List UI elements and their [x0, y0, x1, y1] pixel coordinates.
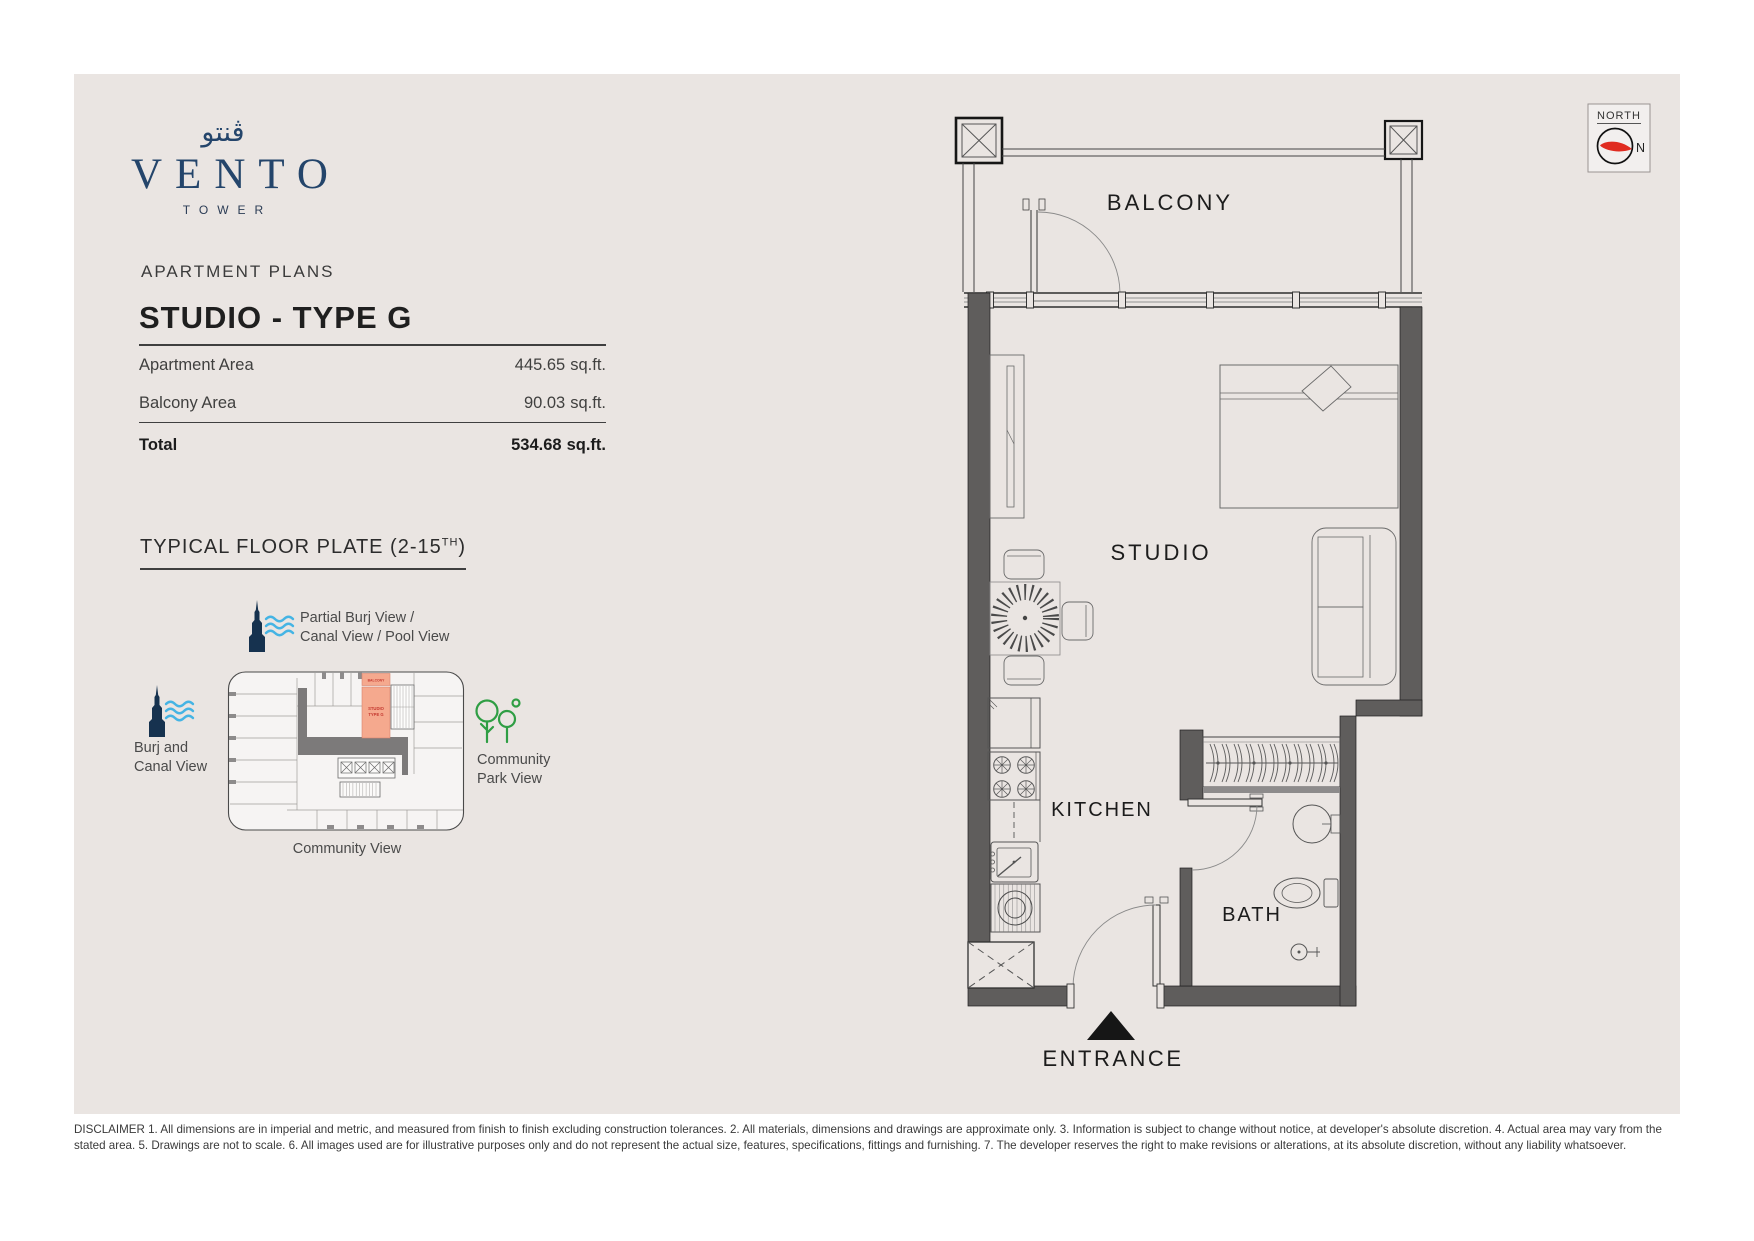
door-swing-arc	[1038, 212, 1120, 293]
entrance-label: ENTRANCE	[1042, 1046, 1184, 1071]
door-swing-arc	[1073, 905, 1156, 988]
legend-line: Canal View	[134, 759, 208, 776]
compass-title: NORTH	[1597, 110, 1641, 122]
walls	[968, 293, 1422, 1006]
total-label: Total	[139, 436, 178, 454]
toilet	[1274, 878, 1338, 908]
studio-label: STUDIO	[1110, 540, 1212, 565]
floor-plate-title-close: )	[458, 536, 467, 558]
studio-furniture	[990, 355, 1398, 685]
entrance-arrow	[1087, 1011, 1135, 1040]
mini-plate-caption: Community View	[292, 841, 402, 857]
legend-line: Community	[477, 752, 551, 768]
mini-balcony-label: BALCONY	[367, 678, 385, 683]
area-unit: sq.ft.	[570, 356, 606, 374]
area-unit: sq.ft.	[566, 436, 606, 454]
kitchen-fixtures	[988, 698, 1153, 932]
floor-plate-title-text: TYPICAL FLOOR PLATE (2-15	[140, 536, 442, 558]
balcony-label: BALCONY	[1106, 190, 1234, 215]
legend-line: Burj and	[134, 740, 189, 756]
area-row-label: Apartment Area	[139, 356, 254, 374]
legend-line: Canal View / Pool View	[300, 629, 450, 646]
legend-line: Partial Burj View /	[300, 610, 415, 626]
legend-line: Park View	[477, 771, 543, 788]
area-value: 445.65	[514, 356, 566, 374]
shower-mixer	[1291, 944, 1320, 960]
north-compass	[1588, 104, 1650, 172]
page-title: STUDIO - TYPE G	[139, 300, 413, 335]
door-swing-arc	[1192, 806, 1257, 870]
disclaimer-text: DISCLAIMER 1. All dimensions are in imperial and metric, and measured from finish to finish excluding construction tolerances. 2. All materials, dimensions and drawings are approximate only. 3. Information is subject to change without notice, at developer's absolute discretion. 4. Actual area may vary from the stated area. 5. Drawings are not to scale. 6. All images used are for illustrative purposes only and do not represent the actual size, features, specifications, fittings and furnishing. 7. The developer reserves the right to make revisions or alterations, at its absolute discretion, without any liability whatsoever.	[74, 1123, 1662, 1153]
balcony-door-leaf	[1031, 210, 1037, 292]
wardrobe-closet	[1203, 737, 1340, 793]
balcony-structure	[956, 118, 1422, 293]
bath-fixtures	[1222, 805, 1340, 960]
compass-letter: N	[1636, 141, 1646, 155]
brand-arabic-wordmark: ڤنتو	[201, 117, 245, 147]
mini-unit-label-2: TYPE G	[368, 712, 384, 717]
entrance-door	[1042, 897, 1183, 1071]
section-label: APARTMENT PLANS	[141, 262, 335, 281]
dining-table	[990, 582, 1060, 655]
services-shaft	[968, 942, 1034, 988]
area-value: 534.68	[511, 436, 562, 454]
kitchen-label: KITCHEN	[1051, 799, 1153, 821]
mini-unit-label-1: STUDIO	[368, 706, 384, 711]
bed	[1220, 365, 1398, 508]
balcony-railing	[1002, 149, 1385, 156]
area-row-label: Balcony Area	[139, 394, 237, 412]
area-value: 90.03	[523, 394, 566, 412]
window-band	[964, 292, 1422, 308]
bath-door	[1188, 794, 1263, 870]
floor-plate-title-sup: TH	[441, 536, 459, 549]
brand-subtitle: TOWER	[182, 202, 273, 217]
bath-label: BATH	[1222, 904, 1282, 926]
sofa	[1312, 528, 1396, 685]
brand-name: VENTO	[131, 150, 341, 198]
bed-throw	[1302, 366, 1351, 411]
area-unit: sq.ft.	[570, 394, 606, 412]
